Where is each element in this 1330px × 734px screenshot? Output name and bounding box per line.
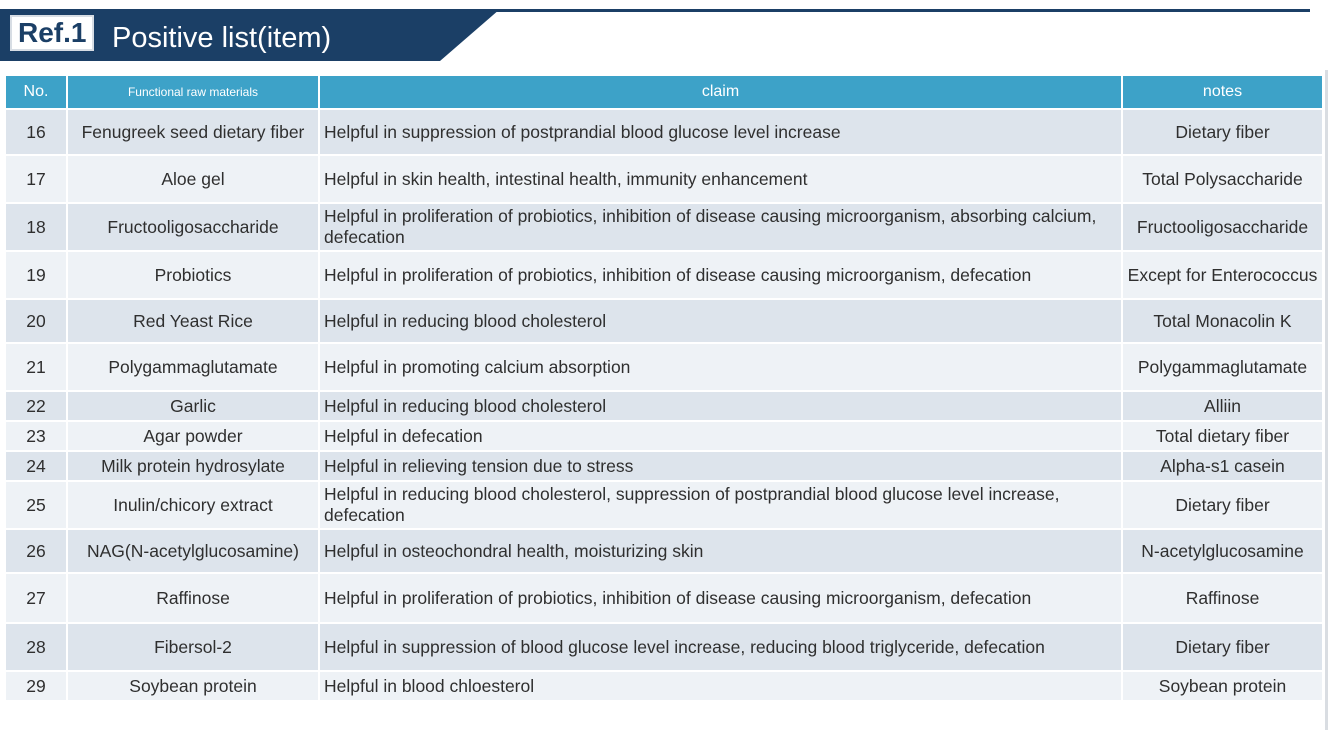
cell-no: 18: [6, 202, 68, 250]
cell-material: Milk protein hydrosylate: [68, 450, 320, 480]
table-row: [6, 528, 1322, 572]
cell-notes: Alliin: [1123, 390, 1322, 420]
cell-claim: Helpful in suppression of postprandial blood glucose level increase: [320, 108, 1123, 154]
cell-claim: Helpful in defecation: [320, 420, 1123, 450]
cell-claim: Helpful in reducing blood cholesterol: [320, 298, 1123, 342]
cell-no: 27: [6, 572, 68, 622]
cell-no: 28: [6, 622, 68, 670]
cell-material: Polygammaglutamate: [68, 342, 320, 390]
cell-no: 26: [6, 528, 68, 572]
cell-no: 22: [6, 390, 68, 420]
table-row: [6, 480, 1322, 528]
cell-notes: Dietary fiber: [1123, 622, 1322, 670]
cell-material: Agar powder: [68, 420, 320, 450]
column-header-material: Functional raw materials: [68, 76, 320, 108]
cell-claim: Helpful in reducing blood cholesterol, suppression of postprandial blood glucose level increase, defecation: [320, 480, 1123, 528]
cell-no: 24: [6, 450, 68, 480]
cell-no: 19: [6, 250, 68, 298]
cell-material: Aloe gel: [68, 154, 320, 202]
title-rule: [480, 9, 1310, 12]
cell-notes: Alpha-s1 casein: [1123, 450, 1322, 480]
cell-no: 17: [6, 154, 68, 202]
positive-list-table-container: [6, 76, 1322, 700]
cell-claim: Helpful in reducing blood cholesterol: [320, 390, 1123, 420]
ref-badge: Ref.1: [10, 15, 94, 51]
table-row: [6, 202, 1322, 250]
cell-material: NAG(N-acetylglucosamine): [68, 528, 320, 572]
cell-notes: N-acetylglucosamine: [1123, 528, 1322, 572]
cell-notes: Except for Enterococcus: [1123, 250, 1322, 298]
table-row: [6, 154, 1322, 202]
cell-material: Raffinose: [68, 572, 320, 622]
cell-notes: Total dietary fiber: [1123, 420, 1322, 450]
cell-notes: Dietary fiber: [1123, 108, 1322, 154]
table-row: [6, 108, 1322, 154]
cell-material: Fructooligosaccharide: [68, 202, 320, 250]
cell-notes: Total Monacolin K: [1123, 298, 1322, 342]
slide-edge: [1325, 70, 1328, 730]
cell-claim: Helpful in proliferation of probiotics, inhibition of disease causing microorganism, absorbing calcium, defecation: [320, 202, 1123, 250]
table-row: [6, 390, 1322, 420]
table-body: [6, 108, 1322, 700]
table-row: [6, 342, 1322, 390]
cell-material: Red Yeast Rice: [68, 298, 320, 342]
cell-no: 23: [6, 420, 68, 450]
cell-claim: Helpful in blood chloesterol: [320, 670, 1123, 700]
cell-notes: Dietary fiber: [1123, 480, 1322, 528]
cell-material: Probiotics: [68, 250, 320, 298]
positive-list-table: [6, 76, 1322, 700]
cell-claim: Helpful in relieving tension due to stress: [320, 450, 1123, 480]
cell-no: 29: [6, 670, 68, 700]
table-row: [6, 670, 1322, 700]
cell-notes: Total Polysaccharide: [1123, 154, 1322, 202]
cell-claim: Helpful in proliferation of probiotics, inhibition of disease causing microorganism, defecation: [320, 250, 1123, 298]
cell-material: Garlic: [68, 390, 320, 420]
cell-claim: Helpful in osteochondral health, moisturizing skin: [320, 528, 1123, 572]
table-row: [6, 450, 1322, 480]
column-header-no: No.: [6, 76, 68, 108]
cell-material: Fenugreek seed dietary fiber: [68, 108, 320, 154]
table-header-row: [6, 76, 1322, 108]
column-header-notes: notes: [1123, 76, 1322, 108]
table-row: [6, 420, 1322, 450]
cell-notes: Polygammaglutamate: [1123, 342, 1322, 390]
table-row: [6, 622, 1322, 670]
table-row: [6, 250, 1322, 298]
page-title: Positive list(item): [112, 22, 332, 54]
cell-claim: Helpful in proliferation of probiotics, inhibition of disease causing microorganism, defecation: [320, 572, 1123, 622]
cell-notes: Soybean protein: [1123, 670, 1322, 700]
cell-no: 16: [6, 108, 68, 154]
table-row: [6, 572, 1322, 622]
cell-no: 25: [6, 480, 68, 528]
column-header-claim: claim: [320, 76, 1123, 108]
cell-notes: Raffinose: [1123, 572, 1322, 622]
cell-material: Inulin/chicory extract: [68, 480, 320, 528]
cell-claim: Helpful in skin health, intestinal health, immunity enhancement: [320, 154, 1123, 202]
cell-notes: Fructooligosaccharide: [1123, 202, 1322, 250]
cell-claim: Helpful in suppression of blood glucose level increase, reducing blood triglyceride, defecation: [320, 622, 1123, 670]
cell-no: 21: [6, 342, 68, 390]
cell-claim: Helpful in promoting calcium absorption: [320, 342, 1123, 390]
cell-material: Soybean protein: [68, 670, 320, 700]
cell-material: Fibersol-2: [68, 622, 320, 670]
table-row: [6, 298, 1322, 342]
cell-no: 20: [6, 298, 68, 342]
